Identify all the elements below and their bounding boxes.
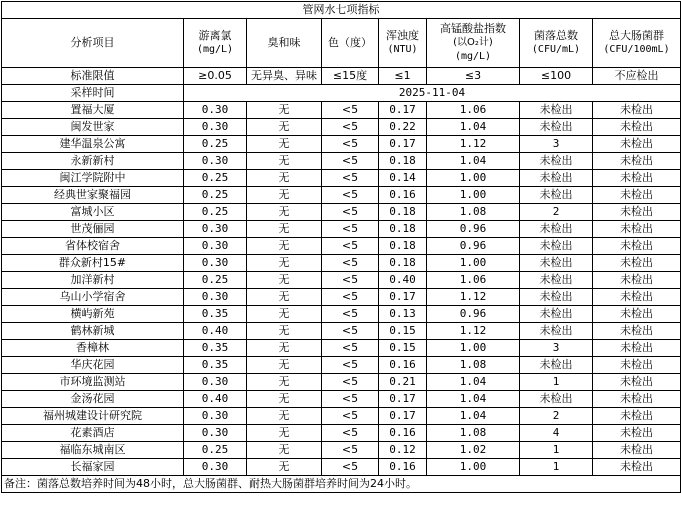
site-cell: 花素酒店 — [2, 425, 184, 442]
colony-cell: 未检出 — [520, 238, 593, 255]
color-cell: <5 — [322, 204, 379, 221]
turbidity-cell: 0.18 — [379, 255, 427, 272]
cod-cell: 1.06 — [427, 102, 520, 119]
site-cell: 省体校宿舍 — [2, 238, 184, 255]
coliform-cell: 未检出 — [593, 170, 681, 187]
table-row — [2, 391, 681, 408]
standard-cell: 无异臭、异味 — [247, 68, 322, 85]
colony-cell: 未检出 — [520, 306, 593, 323]
turbidity-cell: 0.17 — [379, 289, 427, 306]
chlorine-cell: 0.35 — [184, 357, 247, 374]
color-cell: <5 — [322, 425, 379, 442]
color-cell: <5 — [322, 102, 379, 119]
cod-cell: 0.96 — [427, 306, 520, 323]
chlorine-cell: 0.40 — [184, 323, 247, 340]
odor-cell: 无 — [247, 323, 322, 340]
standard-cell: ≤3 — [427, 68, 520, 85]
chlorine-cell: 0.40 — [184, 391, 247, 408]
cod-cell: 1.08 — [427, 357, 520, 374]
coliform-cell: 未检出 — [593, 408, 681, 425]
colony-cell: 2 — [520, 408, 593, 425]
note-body — [2, 476, 681, 493]
color-cell: <5 — [322, 119, 379, 136]
cod-cell: 1.04 — [427, 119, 520, 136]
chlorine-cell: 0.25 — [184, 136, 247, 153]
chlorine-cell: 0.25 — [184, 272, 247, 289]
chlorine-cell: 0.25 — [184, 187, 247, 204]
cod-cell: 1.12 — [427, 323, 520, 340]
odor-cell: 无 — [247, 289, 322, 306]
header-line: (NTU) — [387, 44, 418, 55]
cod-cell: 1.02 — [427, 442, 520, 459]
site-cell: 世茂俪园 — [2, 221, 184, 238]
note-row — [2, 476, 681, 493]
turbidity-cell: 0.16 — [379, 459, 427, 476]
odor-cell: 无 — [247, 255, 322, 272]
turbidity-cell: 0.13 — [379, 306, 427, 323]
chlorine-cell: 0.30 — [184, 153, 247, 170]
site-cell: 闽发世家 — [2, 119, 184, 136]
cod-cell: 1.04 — [427, 153, 520, 170]
colony-cell: 未检出 — [520, 119, 593, 136]
color-cell: <5 — [322, 289, 379, 306]
coliform-cell: 未检出 — [593, 255, 681, 272]
odor-cell: 无 — [247, 306, 322, 323]
color-cell: <5 — [322, 255, 379, 272]
colony-cell: 未检出 — [520, 170, 593, 187]
odor-cell: 无 — [247, 408, 322, 425]
table-row — [2, 221, 681, 238]
odor-cell: 无 — [247, 459, 322, 476]
site-cell: 乌山小学宿舍 — [2, 289, 184, 306]
table-row — [2, 425, 681, 442]
header-line: 菌落总数 — [534, 29, 578, 42]
header-line: (mg/L) — [196, 44, 234, 55]
odor-cell: 无 — [247, 272, 322, 289]
chlorine-cell: 0.25 — [184, 204, 247, 221]
color-cell: <5 — [322, 306, 379, 323]
cod-cell: 0.96 — [427, 221, 520, 238]
cod-cell: 1.04 — [427, 374, 520, 391]
header-line: 分析项目 — [70, 36, 115, 49]
turbidity-cell: 0.18 — [379, 221, 427, 238]
header-line: 游离氯 — [198, 29, 232, 42]
turbidity-cell: 0.18 — [379, 238, 427, 255]
table-row — [2, 340, 681, 357]
odor-cell: 无 — [247, 425, 322, 442]
coliform-cell: 未检出 — [593, 136, 681, 153]
chlorine-cell: 0.30 — [184, 238, 247, 255]
color-cell: <5 — [322, 272, 379, 289]
standard-cell: ≤1 — [379, 68, 427, 85]
cod-cell: 1.06 — [427, 272, 520, 289]
coliform-cell: 未检出 — [593, 204, 681, 221]
title-row — [2, 2, 681, 19]
turbidity-cell: 0.21 — [379, 374, 427, 391]
site-cell: 闽江学院附中 — [2, 170, 184, 187]
table-row — [2, 442, 681, 459]
table-row — [2, 238, 681, 255]
colony-cell: 未检出 — [520, 221, 593, 238]
coliform-cell: 未检出 — [593, 119, 681, 136]
table-row — [2, 170, 681, 187]
color-cell: <5 — [322, 323, 379, 340]
odor-cell: 无 — [247, 204, 322, 221]
coliform-cell: 未检出 — [593, 425, 681, 442]
standard-cell: ≤15度 — [322, 68, 379, 85]
site-cell: 建华温泉公寓 — [2, 136, 184, 153]
table-title: 管网水七项指标 — [2, 2, 681, 19]
turbidity-cell: 0.16 — [379, 425, 427, 442]
standard-label: 标准限值 — [2, 68, 184, 85]
table-body — [2, 2, 681, 102]
turbidity-cell: 0.15 — [379, 340, 427, 357]
table-row — [2, 374, 681, 391]
site-cell: 市环境监测站 — [2, 374, 184, 391]
colony-cell: 1 — [520, 442, 593, 459]
turbidity-cell: 0.17 — [379, 136, 427, 153]
coliform-cell: 未检出 — [593, 289, 681, 306]
site-cell: 群众新村15# — [2, 255, 184, 272]
table-row — [2, 289, 681, 306]
coliform-cell: 未检出 — [593, 187, 681, 204]
table-row — [2, 204, 681, 221]
table-row — [2, 153, 681, 170]
note-text: 备注：菌落总数培养时间为48小时，总大肠菌群、耐热大肠菌群培养时间为24小时。 — [2, 476, 681, 493]
site-cell: 富城小区 — [2, 204, 184, 221]
color-cell: <5 — [322, 238, 379, 255]
header-cell — [184, 19, 247, 68]
coliform-cell: 未检出 — [593, 459, 681, 476]
chlorine-cell: 0.25 — [184, 170, 247, 187]
header-line: (mg/L) — [454, 51, 492, 62]
turbidity-cell: 0.22 — [379, 119, 427, 136]
coliform-cell: 未检出 — [593, 238, 681, 255]
header-line: 色（度） — [328, 36, 372, 49]
odor-cell: 无 — [247, 187, 322, 204]
color-cell: <5 — [322, 170, 379, 187]
cod-cell: 1.00 — [427, 255, 520, 272]
table-row — [2, 323, 681, 340]
color-cell: <5 — [322, 374, 379, 391]
header-cell — [247, 19, 322, 68]
standard-cell: 不应检出 — [593, 68, 681, 85]
chlorine-cell: 0.25 — [184, 442, 247, 459]
header-line: (以O₂计) — [453, 37, 493, 48]
color-cell: <5 — [322, 187, 379, 204]
site-cell: 福临东城南区 — [2, 442, 184, 459]
chlorine-cell: 0.30 — [184, 102, 247, 119]
site-cell: 置福大厦 — [2, 102, 184, 119]
standard-cell: ≤100 — [520, 68, 593, 85]
standard-cell: ≥0.05 — [184, 68, 247, 85]
coliform-cell: 未检出 — [593, 272, 681, 289]
chlorine-cell: 0.30 — [184, 119, 247, 136]
table-row — [2, 408, 681, 425]
turbidity-cell: 0.16 — [379, 357, 427, 374]
site-cell: 加洋新村 — [2, 272, 184, 289]
table-row — [2, 272, 681, 289]
turbidity-cell: 0.16 — [379, 187, 427, 204]
header-line: 浑浊度 — [386, 29, 419, 42]
color-cell: <5 — [322, 408, 379, 425]
odor-cell: 无 — [247, 221, 322, 238]
odor-cell: 无 — [247, 170, 322, 187]
odor-cell: 无 — [247, 119, 322, 136]
colony-cell: 未检出 — [520, 255, 593, 272]
header-cell — [520, 19, 593, 68]
color-cell: <5 — [322, 221, 379, 238]
turbidity-cell: 0.17 — [379, 408, 427, 425]
sampling-row — [2, 85, 681, 102]
cod-cell: 1.04 — [427, 391, 520, 408]
turbidity-cell: 0.40 — [379, 272, 427, 289]
chlorine-cell: 0.30 — [184, 289, 247, 306]
header-line: 臭和味 — [267, 36, 301, 49]
site-cell: 香樟林 — [2, 340, 184, 357]
odor-cell: 无 — [247, 153, 322, 170]
site-cell: 华庆花园 — [2, 357, 184, 374]
colony-cell: 3 — [520, 136, 593, 153]
cod-cell: 1.00 — [427, 340, 520, 357]
table-row — [2, 357, 681, 374]
table-row — [2, 306, 681, 323]
cod-cell: 1.08 — [427, 425, 520, 442]
turbidity-cell: 0.17 — [379, 102, 427, 119]
header-line: (CFU/mL) — [531, 44, 581, 55]
standard-row — [2, 68, 681, 85]
colony-cell: 未检出 — [520, 289, 593, 306]
site-cell: 长福家园 — [2, 459, 184, 476]
colony-cell: 1 — [520, 459, 593, 476]
cod-cell: 1.12 — [427, 289, 520, 306]
odor-cell: 无 — [247, 442, 322, 459]
cod-cell: 1.00 — [427, 187, 520, 204]
coliform-cell: 未检出 — [593, 340, 681, 357]
color-cell: <5 — [322, 459, 379, 476]
colony-cell: 未检出 — [520, 357, 593, 374]
turbidity-cell: 0.12 — [379, 442, 427, 459]
colony-cell: 2 — [520, 204, 593, 221]
table-row — [2, 255, 681, 272]
odor-cell: 无 — [247, 340, 322, 357]
cod-cell: 1.08 — [427, 204, 520, 221]
cod-cell: 1.04 — [427, 408, 520, 425]
turbidity-cell: 0.17 — [379, 391, 427, 408]
colony-cell: 未检出 — [520, 102, 593, 119]
chlorine-cell: 0.30 — [184, 374, 247, 391]
coliform-cell: 未检出 — [593, 102, 681, 119]
sampling-date: 2025-11-04 — [184, 85, 681, 102]
color-cell: <5 — [322, 442, 379, 459]
cod-cell: 1.00 — [427, 170, 520, 187]
chlorine-cell: 0.30 — [184, 459, 247, 476]
colony-cell: 未检出 — [520, 323, 593, 340]
table-row — [2, 102, 681, 119]
cod-cell: 0.96 — [427, 238, 520, 255]
table-row — [2, 187, 681, 204]
header-line: 总大肠菌群 — [609, 29, 664, 42]
colony-cell: 1 — [520, 374, 593, 391]
color-cell: <5 — [322, 391, 379, 408]
color-cell: <5 — [322, 136, 379, 153]
chlorine-cell: 0.30 — [184, 425, 247, 442]
odor-cell: 无 — [247, 357, 322, 374]
coliform-cell: 未检出 — [593, 221, 681, 238]
coliform-cell: 未检出 — [593, 374, 681, 391]
colony-cell: 未检出 — [520, 153, 593, 170]
table-row — [2, 459, 681, 476]
table-row — [2, 136, 681, 153]
turbidity-cell: 0.18 — [379, 204, 427, 221]
header-cell — [2, 19, 184, 68]
chlorine-cell: 0.30 — [184, 255, 247, 272]
chlorine-cell: 0.35 — [184, 306, 247, 323]
site-cell: 福州城建设计研究院 — [2, 408, 184, 425]
colony-cell: 3 — [520, 340, 593, 357]
odor-cell: 无 — [247, 374, 322, 391]
colony-cell: 未检出 — [520, 187, 593, 204]
coliform-cell: 未检出 — [593, 306, 681, 323]
chlorine-cell: 0.30 — [184, 408, 247, 425]
color-cell: <5 — [322, 153, 379, 170]
header-cell — [379, 19, 427, 68]
odor-cell: 无 — [247, 238, 322, 255]
cod-cell: 1.00 — [427, 459, 520, 476]
table-row — [2, 119, 681, 136]
colony-cell: 未检出 — [520, 391, 593, 408]
turbidity-cell: 0.15 — [379, 323, 427, 340]
colony-cell: 未检出 — [520, 272, 593, 289]
color-cell: <5 — [322, 340, 379, 357]
sampling-label: 采样时间 — [2, 85, 184, 102]
site-cell: 金汤花园 — [2, 391, 184, 408]
color-cell: <5 — [322, 357, 379, 374]
site-cell: 鹤林新城 — [2, 323, 184, 340]
header-cell — [593, 19, 681, 68]
odor-cell: 无 — [247, 136, 322, 153]
turbidity-cell: 0.14 — [379, 170, 427, 187]
coliform-cell: 未检出 — [593, 153, 681, 170]
odor-cell: 无 — [247, 102, 322, 119]
header-row — [2, 19, 681, 68]
coliform-cell: 未检出 — [593, 391, 681, 408]
odor-cell: 无 — [247, 391, 322, 408]
turbidity-cell: 0.18 — [379, 153, 427, 170]
cod-cell: 1.12 — [427, 136, 520, 153]
header-cell — [427, 19, 520, 68]
chlorine-cell: 0.35 — [184, 340, 247, 357]
header-line: (CFU/100mL) — [603, 44, 670, 55]
header-cell — [322, 19, 379, 68]
coliform-cell: 未检出 — [593, 357, 681, 374]
site-cell: 永新新村 — [2, 153, 184, 170]
header-line: 高锰酸盐指数 — [440, 22, 506, 35]
coliform-cell: 未检出 — [593, 442, 681, 459]
site-cell: 横屿新苑 — [2, 306, 184, 323]
water-quality-table — [1, 1, 681, 493]
data-body — [2, 102, 681, 476]
coliform-cell: 未检出 — [593, 323, 681, 340]
site-cell: 经典世家聚福园 — [2, 187, 184, 204]
chlorine-cell: 0.30 — [184, 221, 247, 238]
colony-cell: 4 — [520, 425, 593, 442]
